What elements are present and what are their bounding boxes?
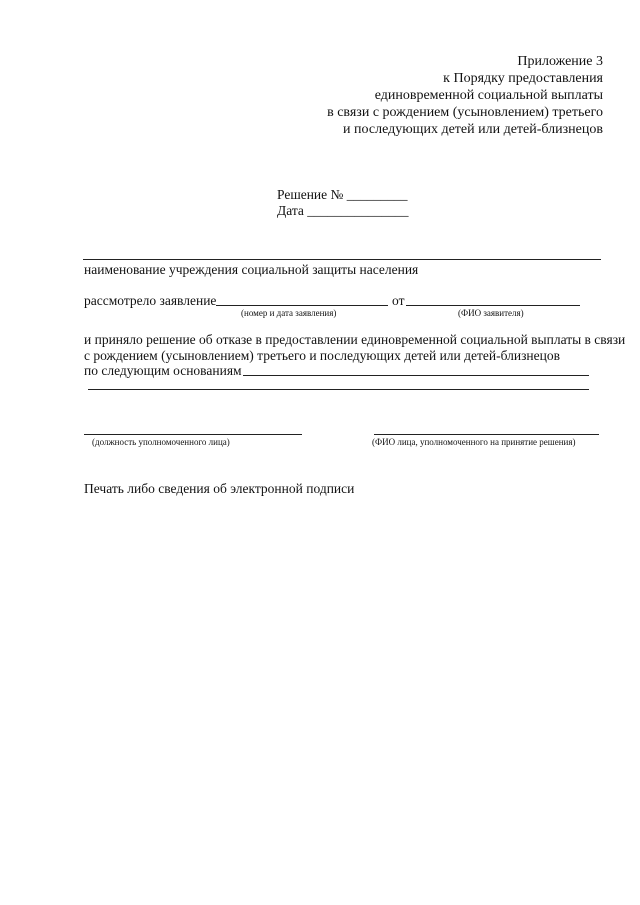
institution-caption: наименование учреждения социальной защиты населения (84, 262, 419, 277)
stamp-text: Печать либо сведения об электронной подписи (84, 481, 355, 496)
appendix-line-5: и последующих детей или детей-близнецов (343, 122, 603, 137)
institution-line (83, 259, 601, 260)
body-line-1: и приняло решение об отказе в предоставлении единовременной социальной выплаты в связи (84, 332, 626, 347)
appendix-line-1: Приложение 3 (517, 54, 603, 69)
decision-date: Дата _______________ (277, 203, 409, 218)
review-label: рассмотрело заявление (84, 293, 217, 308)
applicant-line (406, 305, 580, 306)
appendix-line-2: к Порядку предоставления (443, 71, 603, 86)
decision-number: Решение № _________ (277, 187, 408, 202)
appendix-line-3: единовременной социальной выплаты (374, 88, 603, 103)
signer-fio-line (374, 434, 599, 435)
position-caption: (должность уполномоченного лица) (92, 437, 230, 447)
position-line (84, 434, 302, 435)
application-line (216, 305, 388, 306)
application-caption: (номер и дата заявления) (241, 308, 337, 318)
appendix-line-4: в связи с рождением (усыновлением) третьего (327, 105, 603, 120)
signer-fio-caption: (ФИО лица, уполномоченного на принятие решения) (372, 437, 576, 447)
reasons-line-2 (88, 389, 589, 390)
reasons-line-1 (243, 375, 589, 376)
from-label: от (392, 293, 405, 308)
body-line-3: по следующим основаниям (84, 363, 242, 378)
applicant-caption: (ФИО заявителя) (458, 308, 524, 318)
body-line-2: с рождением (усыновлением) третьего и последующих детей или детей-близнецов (84, 348, 561, 363)
